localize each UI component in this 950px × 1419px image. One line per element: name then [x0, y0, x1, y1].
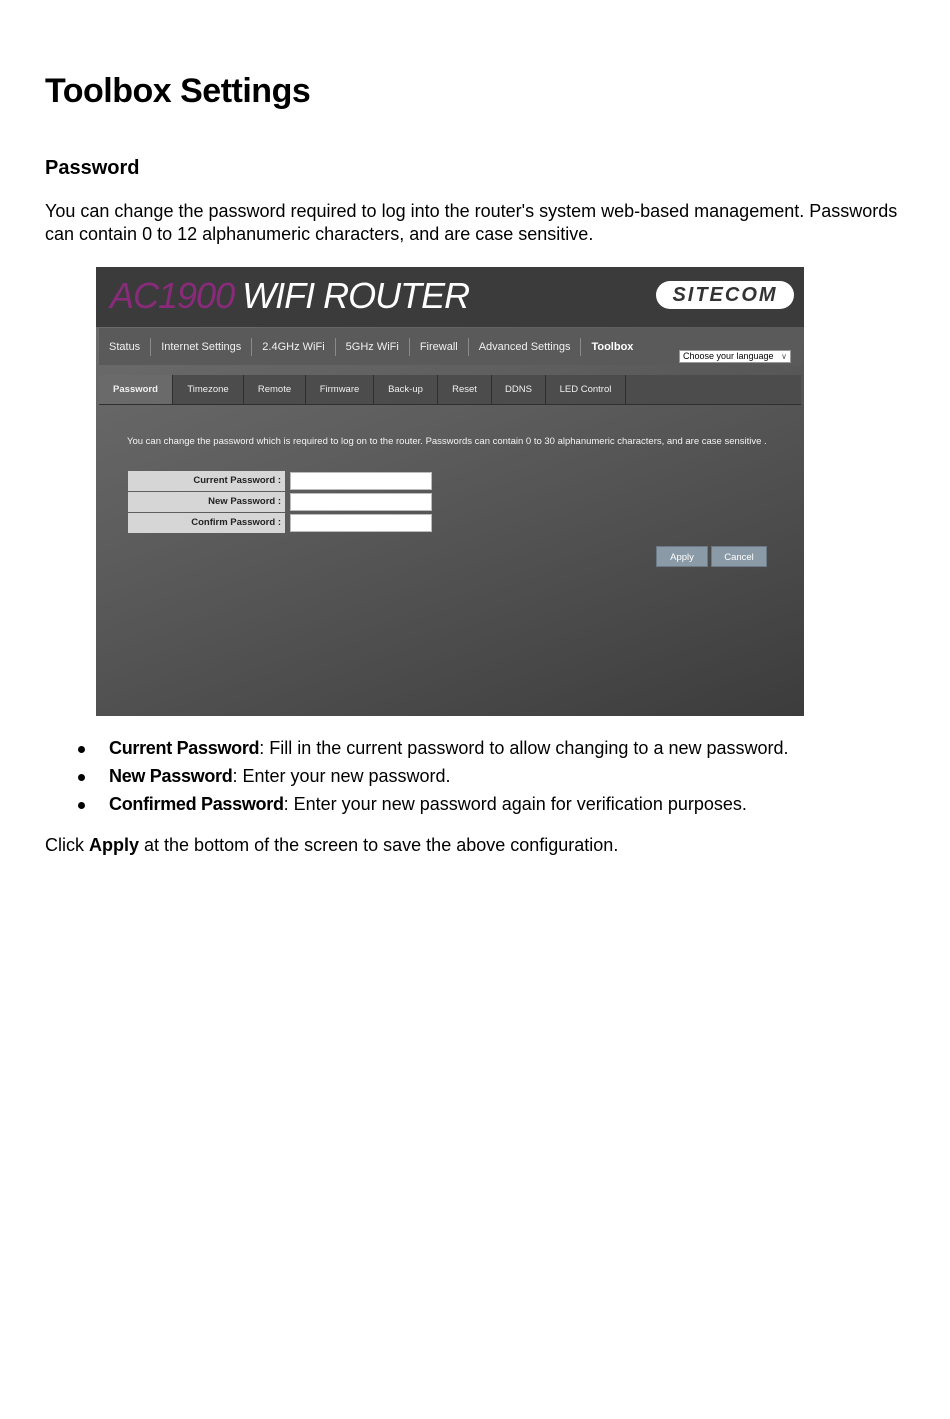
confirm-password-input[interactable] — [290, 514, 432, 532]
list-item — [109, 738, 789, 759]
apply-button[interactable]: Apply — [656, 546, 708, 567]
nav-5ghz-wifi[interactable]: 5GHz WiFi — [336, 338, 410, 356]
confirm-password-label: Confirm Password : — [128, 513, 285, 533]
brand-model: AC1900 — [110, 275, 235, 316]
nav-internet-settings[interactable]: Internet Settings — [151, 338, 252, 356]
footer-paragraph — [45, 835, 618, 856]
router-screenshot — [96, 267, 804, 716]
tab-ddns[interactable]: DDNS — [492, 375, 546, 404]
list-item — [109, 766, 451, 787]
page-title: Toolbox Settings — [45, 72, 311, 110]
current-password-row — [128, 471, 432, 491]
current-password-label: Current Password : — [128, 471, 285, 491]
list-item — [109, 794, 747, 815]
nav-firewall[interactable]: Firewall — [410, 338, 469, 356]
bullet-term: Confirmed Password — [109, 794, 284, 814]
bullet-term: New Password — [109, 766, 233, 786]
sitecom-logo: SITECOM — [656, 281, 794, 309]
footer-term: Apply — [89, 835, 140, 855]
language-select-value: Choose your language — [683, 351, 774, 361]
confirm-password-row — [128, 513, 432, 533]
intro-paragraph: You can change the password required to log into the router's system web-based management. Passwords can contain 0 to 12 alphanumeric characters, and are case sensitive. — [45, 201, 898, 244]
bullet-text: : Enter your new password again for verification purposes. — [283, 794, 747, 814]
tab-remote[interactable]: Remote — [244, 375, 306, 404]
nav-status[interactable]: Status — [99, 338, 151, 356]
tab-reset[interactable]: Reset — [438, 375, 492, 404]
tab-back-up[interactable]: Back-up — [374, 375, 438, 404]
bullet-text: : Fill in the current password to allow changing to a new password. — [259, 738, 789, 758]
new-password-row — [128, 492, 432, 512]
nav-24ghz-wifi[interactable]: 2.4GHz WiFi — [252, 338, 335, 356]
tab-password[interactable]: Password — [99, 375, 173, 404]
new-password-input[interactable] — [290, 493, 432, 511]
sub-tabs — [99, 375, 801, 405]
section-title: Password — [45, 157, 140, 179]
footer-after: at the bottom of the screen to save the above configuration. — [139, 835, 619, 855]
router-brand — [110, 275, 469, 317]
nav-advanced-settings[interactable]: Advanced Settings — [469, 338, 582, 356]
language-select[interactable] — [679, 350, 791, 363]
form-description: You can change the password which is required to log on to the router. Passwords can contain 0 to 30 alphanumeric characters, and are case sensitive . — [127, 436, 767, 447]
new-password-label: New Password : — [128, 492, 285, 512]
tab-led-control[interactable]: LED Control — [546, 375, 626, 404]
tab-timezone[interactable]: Timezone — [173, 375, 244, 404]
footer-before: Click — [45, 835, 89, 855]
nav-toolbox[interactable]: Toolbox — [591, 340, 634, 353]
router-header — [96, 267, 804, 327]
chevron-down-icon: ∨ — [781, 352, 787, 361]
bullet-term: Current Password — [109, 738, 260, 758]
bullet-text: : Enter your new password. — [232, 766, 451, 786]
current-password-input[interactable] — [290, 472, 432, 490]
cancel-button[interactable]: Cancel — [711, 546, 767, 567]
brand-product: WIFI ROUTER — [242, 275, 470, 316]
tab-firmware[interactable]: Firmware — [306, 375, 374, 404]
